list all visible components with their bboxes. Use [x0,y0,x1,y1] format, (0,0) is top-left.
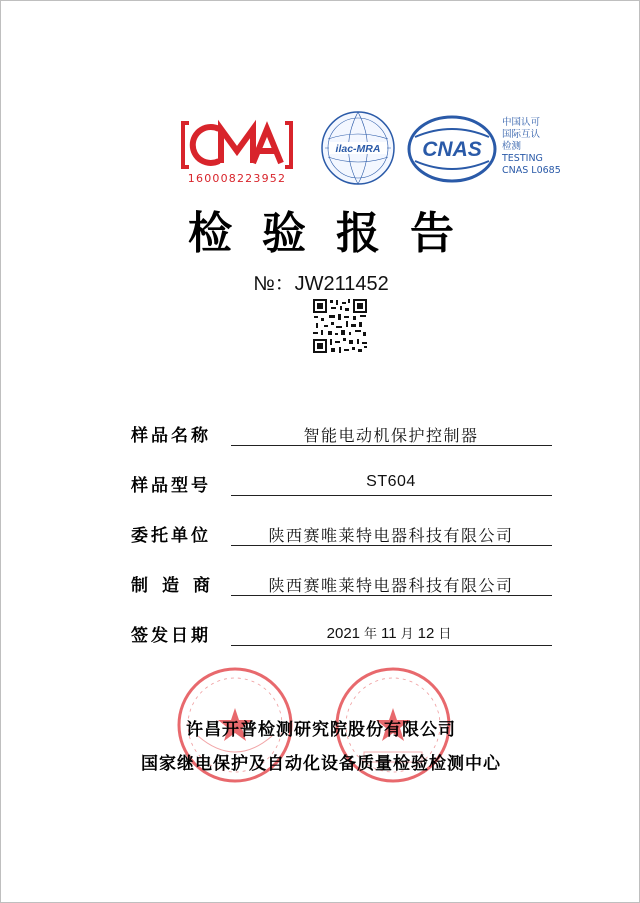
report-fields [131,411,561,661]
manufacturer-value: 陕西赛唯莱特电器科技有限公司 [268,576,514,595]
field-sample-name [131,411,561,461]
issue-day: 12 [417,625,435,642]
sample-model-label: 样品型号 [131,476,211,496]
accreditation-logos [1,109,640,189]
report-number-value: JW211452 [294,273,389,295]
issue-month-unit: 月 [400,627,414,642]
issue-year: 2021 [326,625,361,642]
issue-year-unit: 年 [364,627,378,642]
cma-number: 160008223952 [187,172,287,185]
issue-date-value [231,623,551,642]
ilac-mra-logo [319,109,397,187]
cnas-caption-line: TESTING [502,153,543,164]
qr-code-icon [312,298,368,354]
field-manufacturer [131,561,561,611]
manufacturer-label: 制造商 [131,576,224,596]
report-number-prefix: №： [253,273,295,295]
sample-model-value: ST604 [366,473,416,490]
sample-name-value: 智能电动机保护控制器 [303,426,479,445]
cma-logo [181,119,293,185]
report-title: 检验报告 [188,208,484,259]
client-value: 陕西赛唯莱特电器科技有限公司 [268,526,514,545]
cnas-caption [502,117,561,177]
issue-day-unit: 日 [438,627,452,642]
testing-center: 国家继电保护及自动化设备质量检验检测中心 [141,754,501,774]
sample-name-label: 样品名称 [131,426,211,446]
cnas-caption-line: 检测 [502,141,522,152]
issuing-company: 许昌开普检测研究院股份有限公司 [186,720,456,740]
ilac-text: ilac-MRA [335,143,381,155]
cnas-text: CNAS [422,138,482,161]
cnas-caption-line: 国际互认 [502,129,541,140]
field-client [131,511,561,561]
underline [231,545,552,546]
underline [231,495,552,496]
underline [231,445,552,446]
client-label: 委托单位 [131,526,211,546]
cnas-caption-line: CNAS L0685 [502,165,561,176]
cma-mark-icon [181,119,293,171]
underline [231,595,552,596]
cnas-caption-line: 中国认可 [502,117,541,128]
report-number [1,267,640,296]
issue-month: 11 [381,625,397,642]
underline [231,645,552,646]
field-sample-model [131,461,561,511]
issue-date-label: 签发日期 [131,626,211,646]
field-issue-date [131,611,561,661]
cnas-logo [407,115,497,183]
